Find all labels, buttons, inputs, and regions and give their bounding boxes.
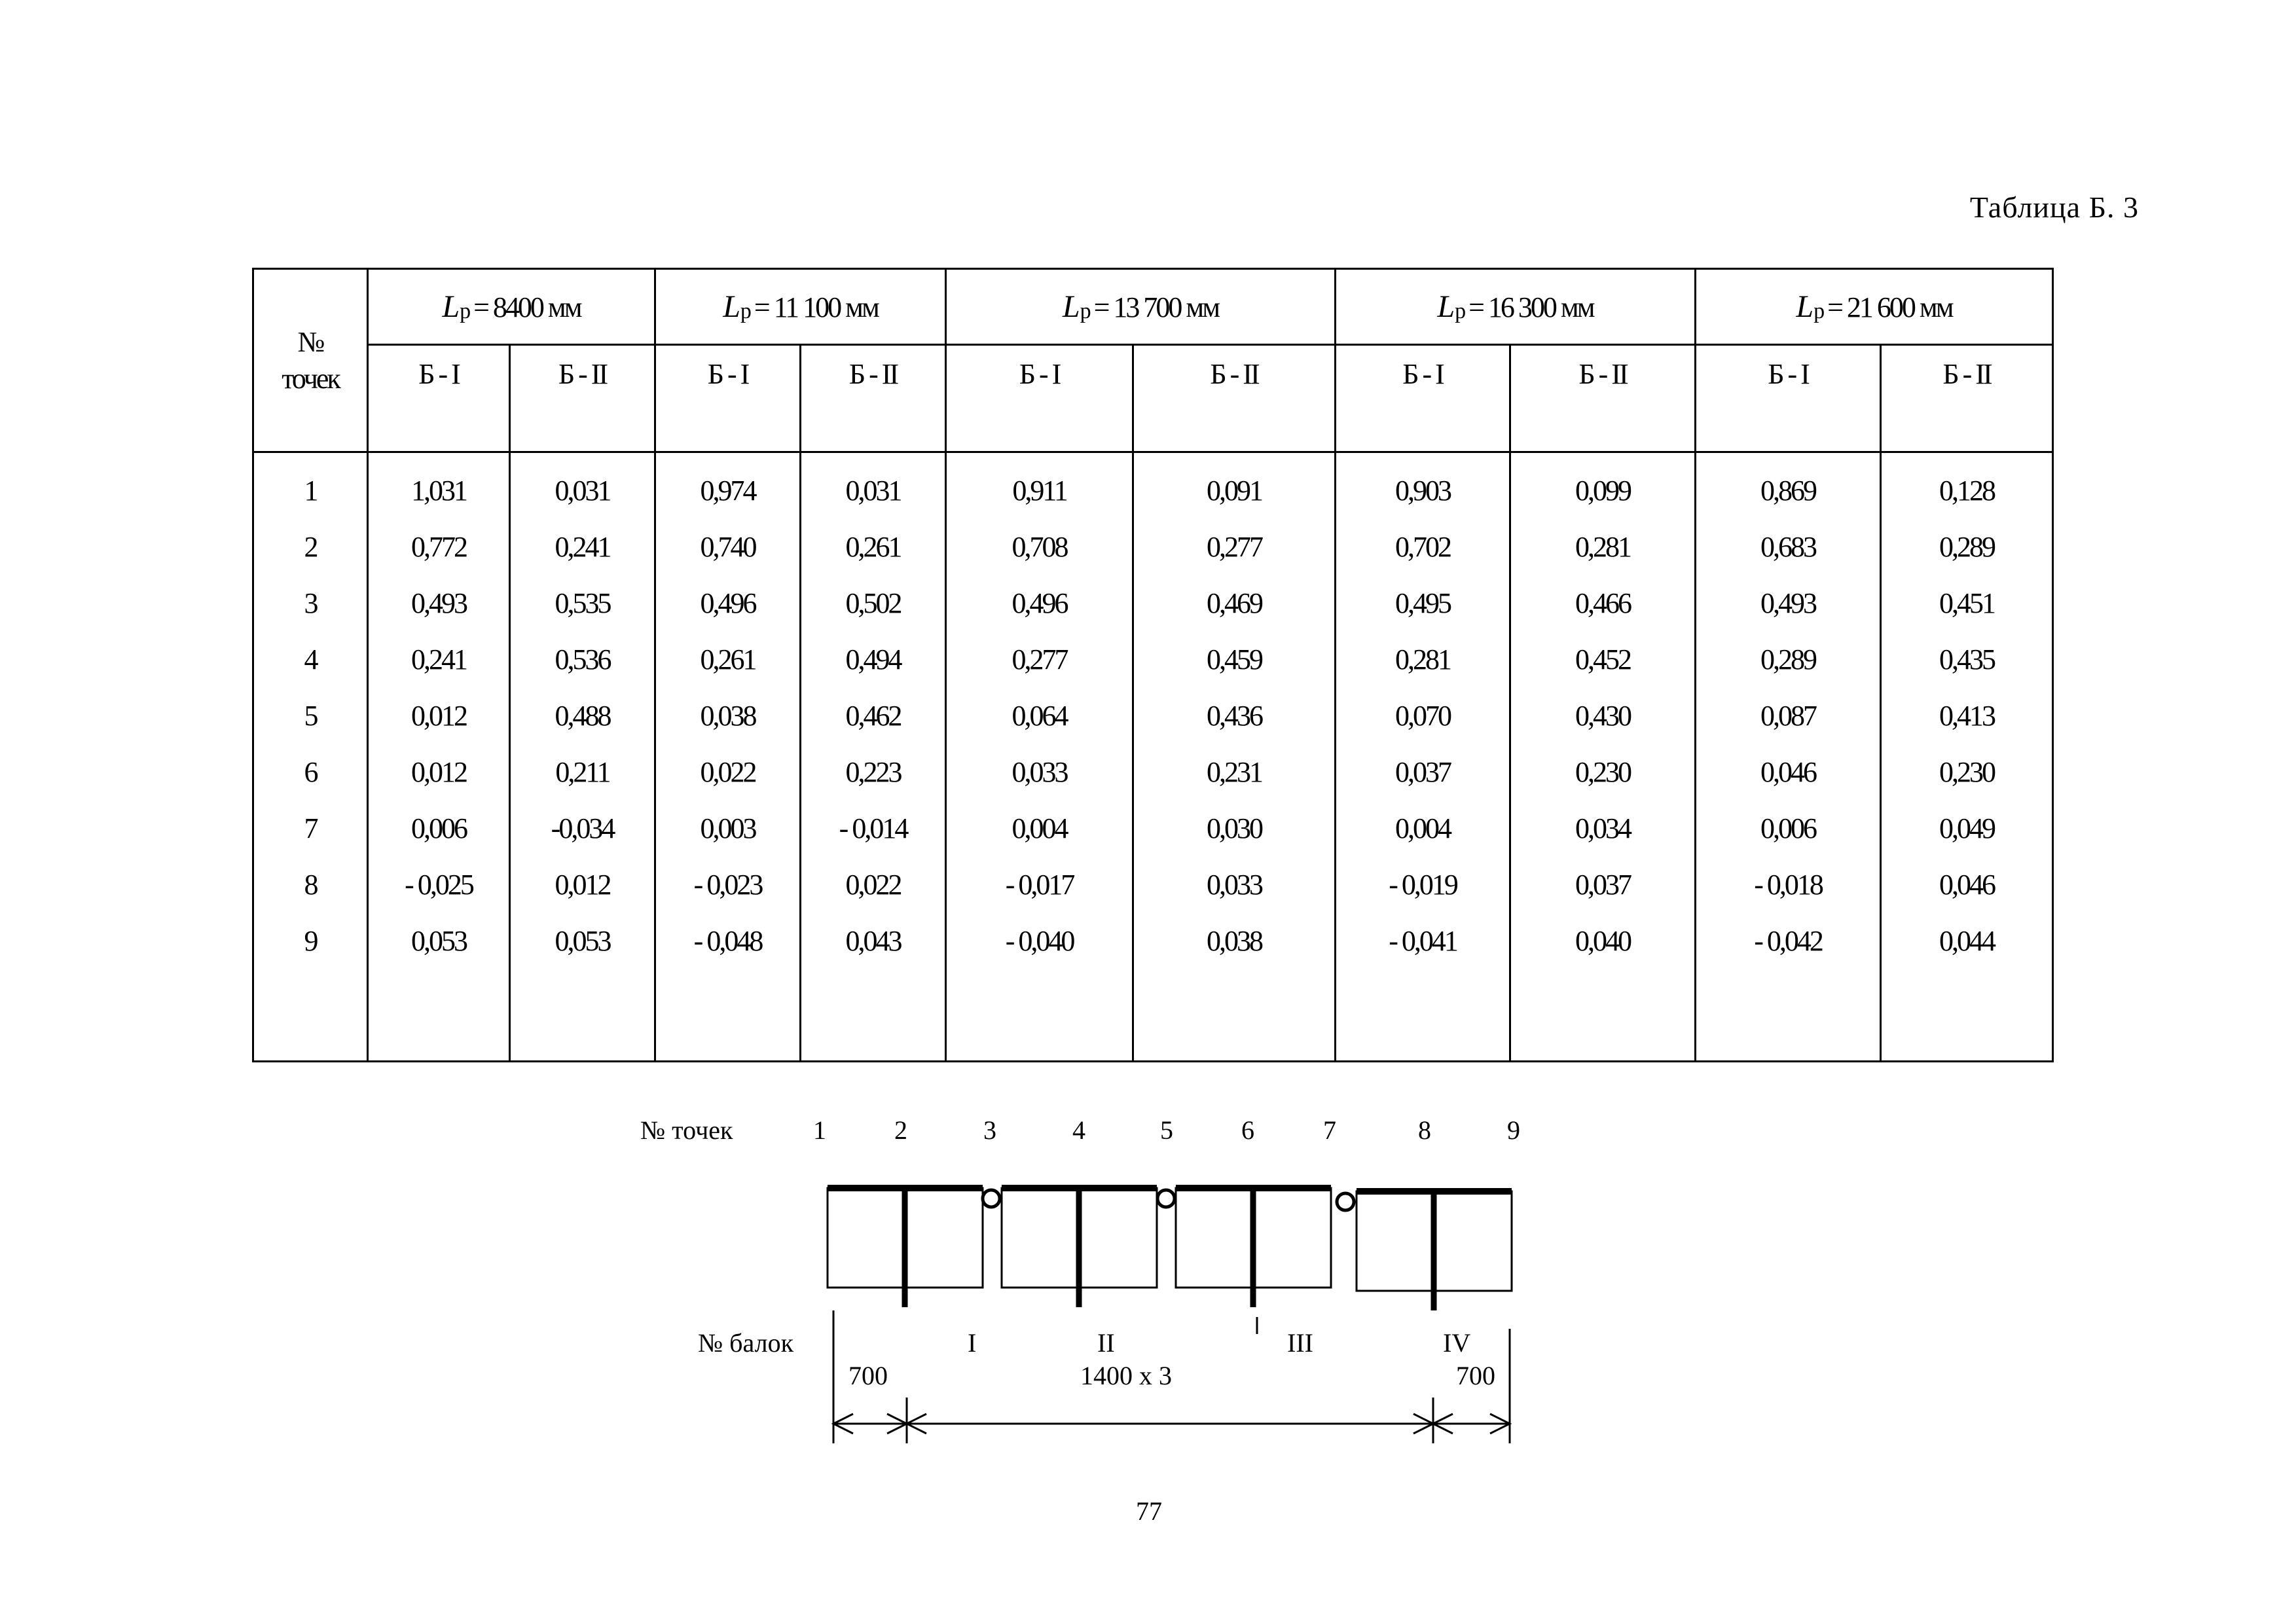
value-cell: 0,494 <box>801 631 946 687</box>
value-cell: 0,261 <box>655 631 801 687</box>
value-cell: 0,466 <box>1510 575 1696 631</box>
beam-header: Б - I <box>1696 345 1881 452</box>
value-cell: 0,536 <box>510 631 655 687</box>
value-cell: 0,038 <box>655 687 801 744</box>
value-cell: 0,496 <box>946 575 1133 631</box>
value-cell: 0,034 <box>1510 800 1696 856</box>
point-number-cell: 4 <box>253 631 368 687</box>
point-number: 5 <box>1160 1115 1173 1145</box>
beam-header: Б - I <box>655 345 801 452</box>
value-cell: 0,128 <box>1881 452 2053 519</box>
value-cell: 0,037 <box>1336 744 1510 800</box>
value-cell: 0,230 <box>1510 744 1696 800</box>
value-cell: 0,452 <box>1510 631 1696 687</box>
beam-number-II: II <box>1097 1328 1115 1358</box>
value-cell: - 0,041 <box>1336 912 1510 969</box>
value-cell: 0,044 <box>1881 912 2053 969</box>
point-number: 3 <box>983 1115 996 1145</box>
value-cell: 0,033 <box>946 744 1133 800</box>
value-cell: 0,502 <box>801 575 946 631</box>
value-cell: 0,436 <box>1133 687 1336 744</box>
point-number-cell: 9 <box>253 912 368 969</box>
point-number: 7 <box>1323 1115 1336 1145</box>
span-header-11100: $L_р= 11$ 100 мм <box>655 269 946 345</box>
value-cell: 0,006 <box>1696 800 1881 856</box>
value-cell: 0,230 <box>1881 744 2053 800</box>
value-cell: - 0,017 <box>946 856 1133 912</box>
value-cell: - 0,019 <box>1336 856 1510 912</box>
point-number: 1 <box>813 1115 826 1145</box>
value-cell: 0,004 <box>946 800 1133 856</box>
value-cell: 0,040 <box>1510 912 1696 969</box>
beam-number-IV: IV <box>1443 1328 1471 1358</box>
point-number-cell: 1 <box>253 452 368 519</box>
value-cell: 0,012 <box>510 856 655 912</box>
value-cell: 0,289 <box>1696 631 1881 687</box>
point-number: 2 <box>894 1115 907 1145</box>
value-cell: 0,004 <box>1336 800 1510 856</box>
value-cell: 0,289 <box>1881 518 2053 575</box>
point-number-cell: 3 <box>253 575 368 631</box>
row-header-num: № <box>297 325 323 358</box>
dimension-middle: 1400 x 3 <box>1080 1361 1172 1390</box>
value-cell: 0,012 <box>368 687 510 744</box>
point-number: 4 <box>1072 1115 1085 1145</box>
point-number: 9 <box>1507 1115 1520 1145</box>
point-number-cell: 6 <box>253 744 368 800</box>
value-cell: 0,022 <box>655 744 801 800</box>
value-cell: 0,469 <box>1133 575 1336 631</box>
beam-header: Б - I <box>1336 345 1510 452</box>
value-cell: 0,462 <box>801 687 946 744</box>
value-cell: 0,223 <box>801 744 946 800</box>
point-number: 8 <box>1418 1115 1431 1145</box>
value-cell: - 0,042 <box>1696 912 1881 969</box>
point-number: 6 <box>1241 1115 1254 1145</box>
value-cell: 0,087 <box>1696 687 1881 744</box>
beam-number-I: I <box>968 1328 977 1358</box>
value-cell: 0,033 <box>1133 856 1336 912</box>
value-cell: 0,070 <box>1336 687 1510 744</box>
value-cell: - 0,048 <box>655 912 801 969</box>
value-cell: 0,046 <box>1696 744 1881 800</box>
value-cell: -0,034 <box>510 800 655 856</box>
value-cell: 0,031 <box>510 452 655 519</box>
value-cell: 0,451 <box>1881 575 2053 631</box>
point-number-cell: 2 <box>253 518 368 575</box>
point-number-cell: 8 <box>253 856 368 912</box>
value-cell: 0,043 <box>801 912 946 969</box>
point-number-cell: 7 <box>253 800 368 856</box>
value-cell: 0,281 <box>1510 518 1696 575</box>
value-cell: 0,038 <box>1133 912 1336 969</box>
value-cell: 0,493 <box>368 575 510 631</box>
dimension-left: 700 <box>848 1361 888 1390</box>
span-header-16300: $L_р= 16$ 300 мм <box>1336 269 1696 345</box>
value-cell: 0,496 <box>655 575 801 631</box>
beam-header: Б - I <box>368 345 510 452</box>
value-cell: 0,037 <box>1510 856 1696 912</box>
value-cell: - 0,040 <box>946 912 1133 969</box>
joint-circle <box>1157 1190 1175 1207</box>
value-cell: 0,099 <box>1510 452 1696 519</box>
value-cell: 0,277 <box>946 631 1133 687</box>
beam-header: Б - II <box>1510 345 1696 452</box>
value-cell: 0,740 <box>655 518 801 575</box>
value-cell: 0,049 <box>1881 800 2053 856</box>
value-cell: 0,974 <box>655 452 801 519</box>
value-cell: 0,702 <box>1336 518 1510 575</box>
beam-header: Б - I <box>946 345 1133 452</box>
points-label: № точек <box>640 1115 733 1145</box>
value-cell: 0,003 <box>655 800 801 856</box>
value-cell: 0,241 <box>368 631 510 687</box>
value-cell: 0,708 <box>946 518 1133 575</box>
value-cell: - 0,014 <box>801 800 946 856</box>
value-cell: 0,053 <box>368 912 510 969</box>
span-header-21600: $L_р= 21$ 600 мм <box>1696 269 2053 345</box>
value-cell: 0,031 <box>801 452 946 519</box>
value-cell: 0,488 <box>510 687 655 744</box>
point-number-cell: 5 <box>253 687 368 744</box>
value-cell: 0,231 <box>1133 744 1336 800</box>
value-cell: 0,683 <box>1696 518 1881 575</box>
value-cell: 0,091 <box>1133 452 1336 519</box>
beams-label: № балок <box>698 1328 794 1358</box>
value-cell: 0,022 <box>801 856 946 912</box>
joint-circle <box>983 1190 1000 1207</box>
value-cell: 0,535 <box>510 575 655 631</box>
value-cell: 0,046 <box>1881 856 2053 912</box>
beam-header: Б - II <box>801 345 946 452</box>
row-header-word: точек <box>282 362 339 395</box>
span-header-8400: $L_р= 8400$ мм <box>368 269 655 345</box>
value-cell: 0,435 <box>1881 631 2053 687</box>
value-cell: 1,031 <box>368 452 510 519</box>
value-cell: 0,012 <box>368 744 510 800</box>
value-cell: - 0,018 <box>1696 856 1881 912</box>
value-cell: 0,459 <box>1133 631 1336 687</box>
value-cell: - 0,023 <box>655 856 801 912</box>
value-cell: 0,903 <box>1336 452 1510 519</box>
beam-header: Б - II <box>1881 345 2053 452</box>
value-cell: 0,261 <box>801 518 946 575</box>
joint-circle <box>1337 1193 1354 1210</box>
value-cell: - 0,025 <box>368 856 510 912</box>
table-caption: Таблица Б. 3 <box>1969 190 2139 224</box>
value-cell: 0,281 <box>1336 631 1510 687</box>
value-cell: 0,869 <box>1696 452 1881 519</box>
beam-header: Б - II <box>510 345 655 452</box>
beam-number-III: III <box>1287 1328 1313 1358</box>
value-cell: 0,277 <box>1133 518 1336 575</box>
span-header-13700: $L_р= 13$ 700 мм <box>946 269 1336 345</box>
value-cell: 0,211 <box>510 744 655 800</box>
value-cell: 0,241 <box>510 518 655 575</box>
value-cell: 0,495 <box>1336 575 1510 631</box>
value-cell: 0,030 <box>1133 800 1336 856</box>
value-cell: 0,053 <box>510 912 655 969</box>
value-cell: 0,413 <box>1881 687 2053 744</box>
value-cell: 0,430 <box>1510 687 1696 744</box>
value-cell: 0,493 <box>1696 575 1881 631</box>
beam-header: Б - II <box>1133 345 1336 452</box>
value-cell: 0,772 <box>368 518 510 575</box>
value-cell: 0,911 <box>946 452 1133 519</box>
page-number: 77 <box>1136 1496 1162 1526</box>
value-cell: 0,006 <box>368 800 510 856</box>
value-cell: 0,064 <box>946 687 1133 744</box>
dimension-right: 700 <box>1456 1361 1495 1390</box>
